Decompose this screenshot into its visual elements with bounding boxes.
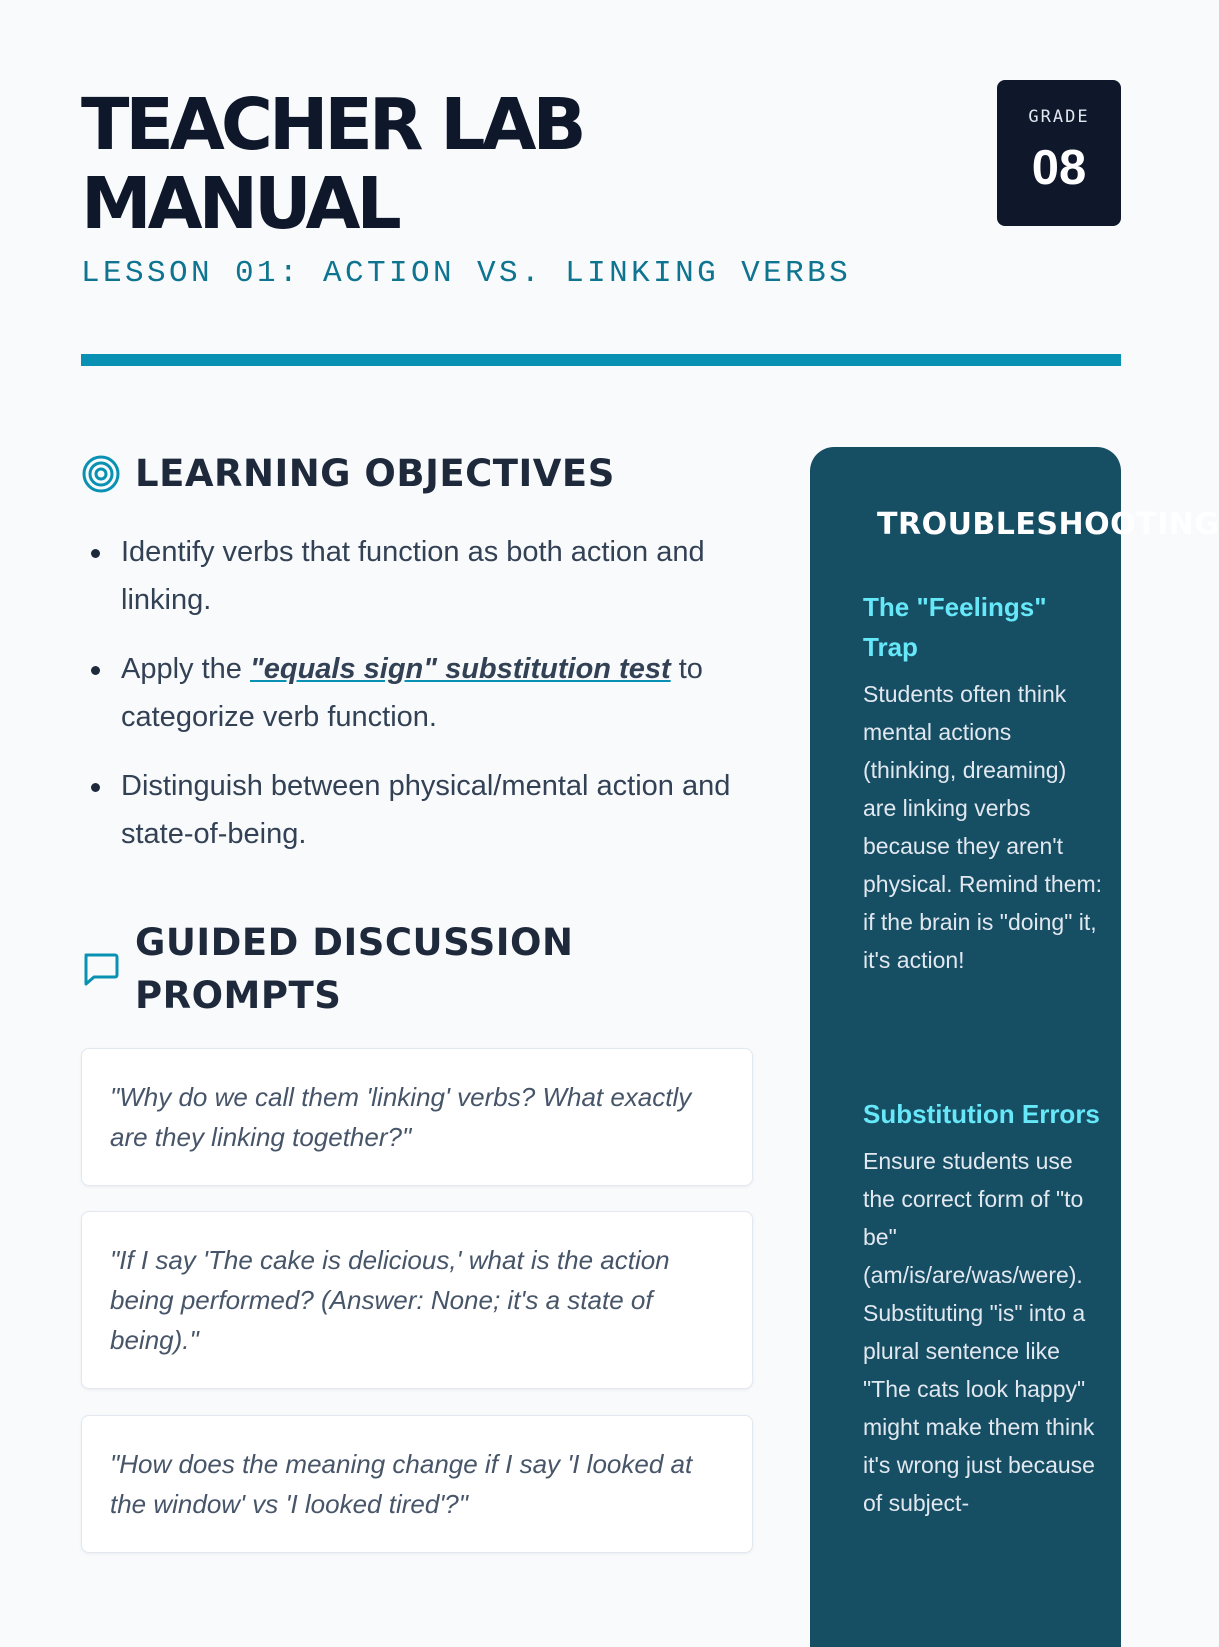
- troubleshooting-issue: [863, 587, 1103, 979]
- lesson-subtitle: LESSON 01: ACTION VS. LINKING VERBS: [81, 256, 852, 291]
- header-divider: [81, 354, 1121, 366]
- objective-text: Identify verbs that function as both action and linking.: [121, 536, 705, 616]
- grade-value: 08: [1031, 141, 1087, 195]
- prompts-title: GUIDED DISCUSSION PROMPTS: [135, 921, 574, 1017]
- objective-item: [81, 762, 761, 858]
- prompt-text: "How does the meaning change if I say 'I looked at the window' vs 'I looked tired'?": [110, 1449, 693, 1519]
- objective-text-after: to categorize verb function.: [121, 653, 703, 733]
- objectives-title: LEARNING OBJECTIVES: [135, 452, 615, 495]
- grade-badge: [997, 80, 1121, 226]
- prompt-card: [81, 1048, 753, 1186]
- objective-text-before: Apply the: [121, 653, 250, 685]
- prompt-text: "If I say 'The cake is delicious,' what is the action being performed? (Answer: None; it's a state of being).": [110, 1245, 670, 1355]
- target-icon: [81, 454, 121, 494]
- objective-item: [81, 645, 761, 741]
- prompt-card: [81, 1211, 753, 1389]
- chat-bubble-icon: [81, 949, 121, 989]
- page-title: TEACHER LAB MANUAL: [81, 83, 583, 245]
- objectives-list: [81, 528, 761, 879]
- issue-title: Substitution Errors: [863, 1099, 1100, 1129]
- grade-label: GRADE: [1028, 107, 1090, 127]
- objective-item: [81, 528, 761, 624]
- issue-body: Students often think mental actions (thinking, dreaming) are linking verbs because they aren't physical. Remind them: if the brain is "doing" it, it's action!: [863, 681, 1103, 973]
- troubleshooting-panel: [810, 447, 1219, 1647]
- troubleshooting-issue: [863, 1094, 1101, 1522]
- prompt-card: [81, 1415, 753, 1553]
- objective-text: Distinguish between physical/mental action and state-of-being.: [121, 770, 731, 850]
- objectives-heading: [81, 447, 615, 500]
- prompt-text: "Why do we call them 'linking' verbs? What exactly are they linking together?": [110, 1082, 692, 1152]
- troubleshooting-title: TROUBLESHOOTING: [877, 507, 1219, 542]
- prompts-heading: [81, 916, 695, 1022]
- substitution-test-term: "equals sign" substitution test: [249, 653, 671, 685]
- issue-title: The "Feelings" Trap: [863, 592, 1047, 662]
- issue-body: Ensure students use the correct form of "to be" (am/is/are/was/were). Substituting "is" into a plural sentence like "The cats look happy" might make them think it's wrong just because of subject-: [863, 1148, 1095, 1516]
